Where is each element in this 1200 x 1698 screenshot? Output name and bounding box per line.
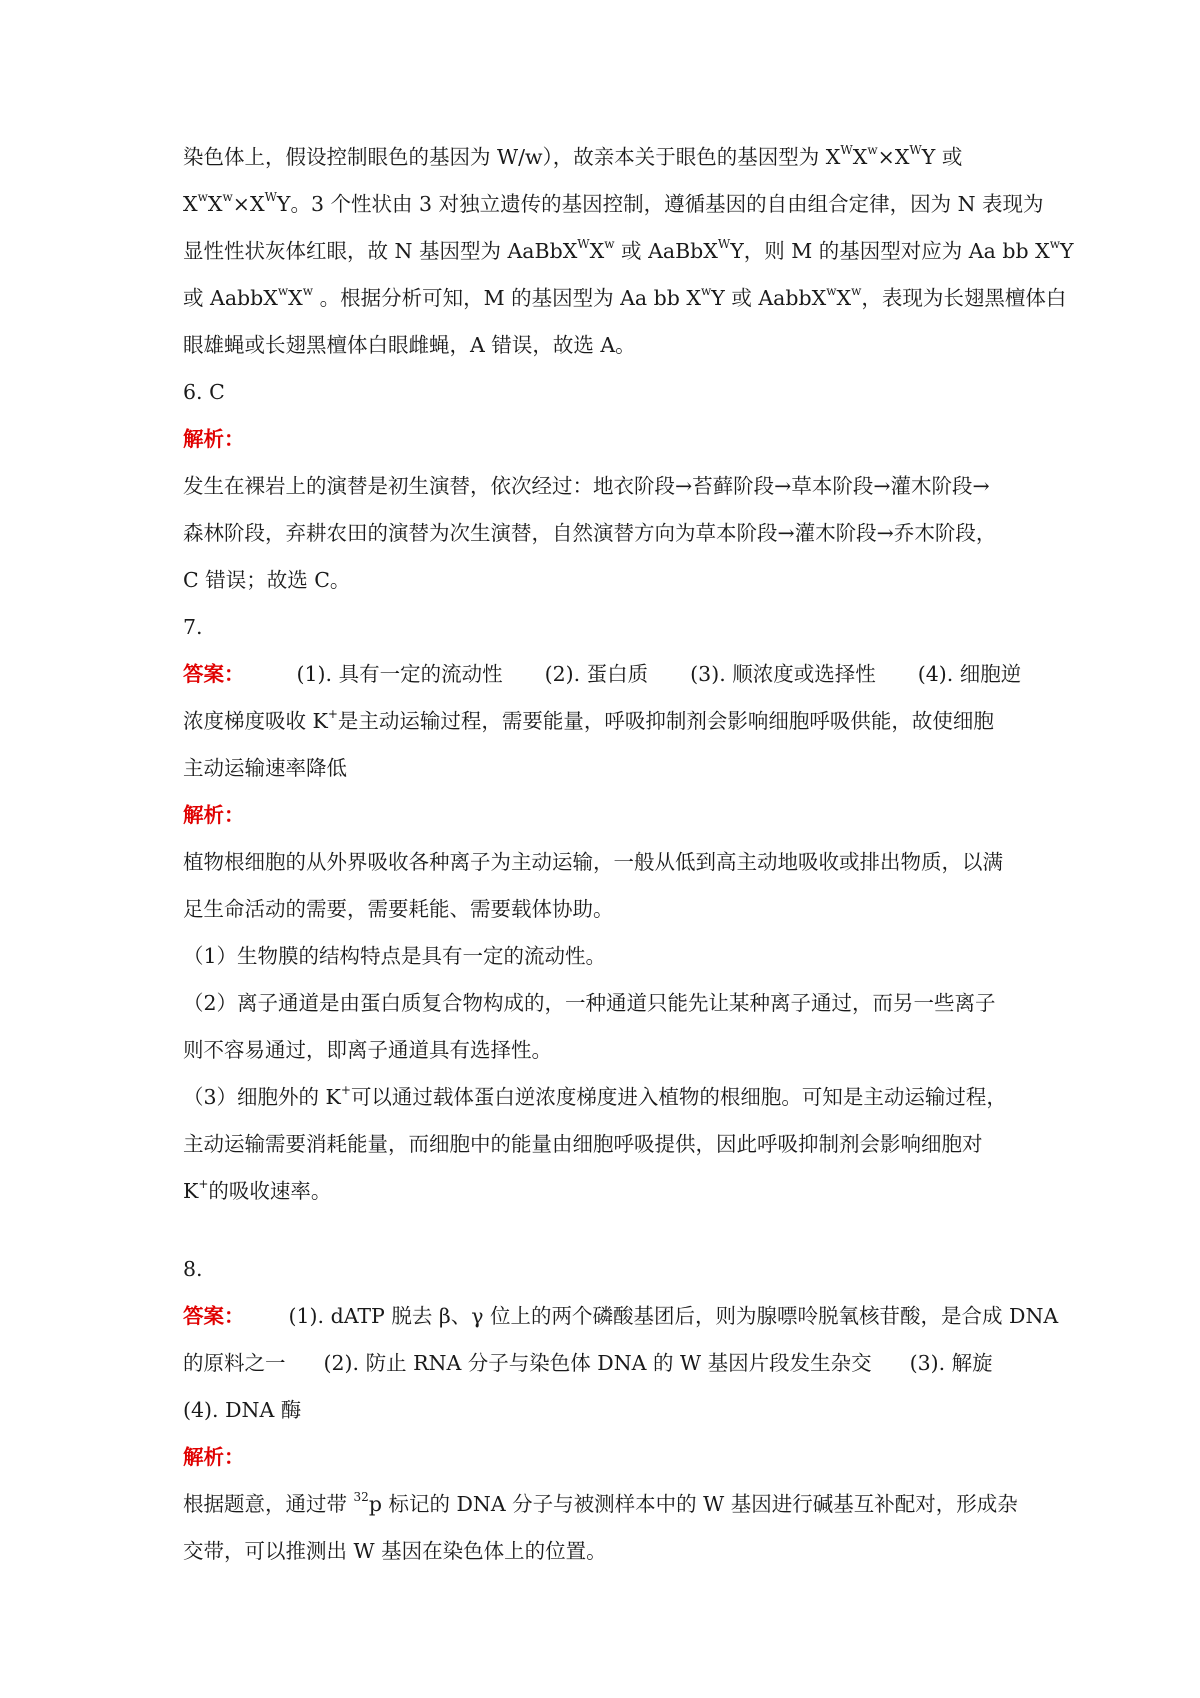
q6-line-3: C 错误；故选 C。 <box>183 568 351 592</box>
q8-answer-line-2: 的原料之一 (2). 防止 RNA 分子与染色体 DNA 的 W 基因片段发生杂交 (3). 解旋 <box>183 1351 993 1375</box>
q7-number: 7. <box>183 615 203 639</box>
q6-number: 6. C <box>183 380 225 404</box>
q7-answer-label: 答案： <box>183 662 245 686</box>
q7-answer-3: (3). 顺浓度或选择性 <box>690 662 876 686</box>
q7-exp-line-6: （3）细胞外的 K+可以通过载体蛋白逆浓度梯度进入植物的根细胞。可知是主动运输过程， <box>183 1083 1007 1109</box>
q7-exp-line-8: K+的吸收速率。 <box>183 1177 332 1203</box>
q7-answer-line-1 <box>183 659 1021 689</box>
q5-line-1: 染色体上，假设控制眼色的基因为 W/w），故亲本关于眼色的基因型为 $X^WX^w\times X^WY$ 或 <box>183 143 963 169</box>
q8-analysis-label: 解析： <box>183 1445 245 1469</box>
q7-answer-line-3: 主动运输速率降低 <box>183 756 347 780</box>
q7-answer-1: (1). 具有一定的流动性 <box>296 662 503 686</box>
q8-exp-line-1: 根据题意，通过带 $^{32}$p 标记的 DNA 分子与被测样本中的 W 基因进行碱基互补配对，形成杂 <box>183 1490 1018 1516</box>
q7-exp-line-2: 足生命活动的需要，需要耗能、需要载体协助。 <box>183 897 614 921</box>
q8-exp-line-2: 交带，可以推测出 W 基因在染色体上的位置。 <box>183 1539 607 1563</box>
q7-exp-line-5: 则不容易通过，即离子通道具有选择性。 <box>183 1038 552 1062</box>
q7-exp-line-3: （1）生物膜的结构特点是具有一定的流动性。 <box>183 944 607 968</box>
q5-line-2: $X^wX^w\times X^WY$。3 个性状由 3 对独立遗传的基因控制，遵循基因的自由组合定律，因为 N 表现为 <box>183 190 1044 216</box>
q7-answer-4: (4). 细胞逆 <box>917 662 1022 686</box>
q7-answer-2: (2). 蛋白质 <box>544 662 649 686</box>
q8-number: 8. <box>183 1257 203 1281</box>
q7-analysis-label: 解析： <box>183 803 245 827</box>
q5-line-3: 显性性状灰体红眼，故 N 基因型为 $AaBbX^WX^w$ 或 AaBbX$^W$Y，则 M 的基因型对应为 Aa bb $X^wY$ <box>183 237 1074 263</box>
q8-answer-1: (1). dATP 脱去 β、γ 位上的两个磷酸基团后，则为腺嘌呤脱氧核苷酸，是合成 DNA <box>288 1304 1059 1328</box>
q8-answer-4: (4). DNA 酶 <box>183 1398 302 1422</box>
q5-line-5: 眼雄蝇或长翅黑檀体白眼雌蝇，A 错误，故选 A。 <box>183 333 636 357</box>
q6-analysis-label: 解析： <box>183 427 245 451</box>
q8-answer-line-1 <box>183 1301 1058 1331</box>
q7-exp-line-1: 植物根细胞的从外界吸收各种离子为主动运输，一般从低到高主动地吸收或排出物质，以满 <box>183 850 1003 874</box>
q6-line-1: 发生在裸岩上的演替是初生演替，依次经过：地衣阶段→苔藓阶段→草本阶段→灌木阶段→ <box>183 474 990 498</box>
q8-answer-2: (2). 防止 RNA 分子与染色体 DNA 的 W 基因片段发生杂交 <box>323 1351 872 1375</box>
q6-line-2: 森林阶段，弃耕农田的演替为次生演替，自然演替方向为草本阶段→灌木阶段→乔木阶段， <box>183 521 997 545</box>
q8-answer-label: 答案： <box>183 1304 245 1328</box>
q7-exp-line-7: 主动运输需要消耗能量，而细胞中的能量由细胞呼吸提供，因此呼吸抑制剂会影响细胞对 <box>183 1132 983 1156</box>
q7-exp-line-4: （2）离子通道是由蛋白质复合物构成的，一种通道只能先让某种离子通过，而另一些离子 <box>183 991 996 1015</box>
q8-answer-3: (3). 解旋 <box>909 1351 993 1375</box>
q5-line-4: 或 $AabbX^wX^w$ 。根据分析可知，M 的基因型为 Aa bb $X^wY$ 或 $AabbX^wX^w$，表现为长翅黑檀体白 <box>183 284 1067 310</box>
q7-answer-line-2: 浓度梯度吸收 K+是主动运输过程，需要能量，呼吸抑制剂会影响细胞呼吸供能，故使细胞 <box>183 707 994 733</box>
